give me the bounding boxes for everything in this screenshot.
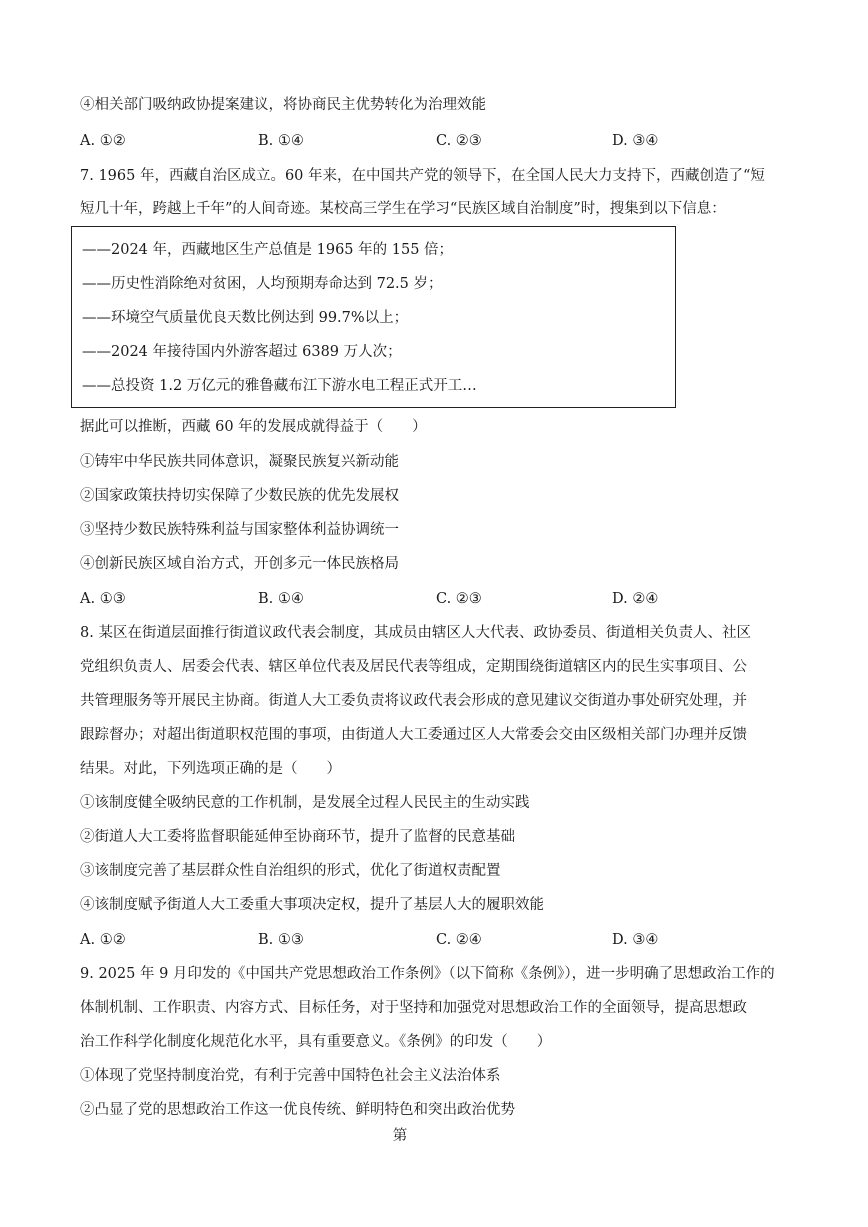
q8-options	[80, 930, 780, 950]
q8-stem-line-2: 党组织负责人、居委会代表、辖区单位代表及居民代表等组成，定期围绕街道辖区内的民生实事项目、公	[80, 659, 747, 675]
q7-box-line-5: ——总投资 1.2 万亿元的雅鲁藏布江下游水电工程正式开工…	[82, 378, 477, 394]
q9-item-2: ②凸显了党的思想政治工作这一优良传统、鲜明特色和突出政治优势	[80, 1102, 515, 1118]
q6-options	[80, 131, 780, 151]
q7-option-a: A. ①③	[80, 591, 126, 607]
q7-item-1: ①铸牢中华民族共同体意识，凝聚民族复兴新动能	[80, 454, 399, 470]
q7-option-c: C. ②③	[436, 591, 482, 607]
q7-question: 据此可以推断，西藏 60 年的发展成就得益于（ ）	[80, 419, 427, 435]
q7-item-4: ④创新民族区域自治方式，开创多元一体民族格局	[80, 556, 399, 572]
q8-stem-line-3: 共管理服务等开展民主协商。街道人大工委负责将议政代表会形成的意见建议交街道办事处研究处理，并	[80, 693, 747, 709]
q7-info-box	[71, 226, 676, 408]
q8-item-4: ④该制度赋予街道人大工委重大事项决定权，提升了基层人大的履职效能	[80, 897, 544, 913]
q8-option-b: B. ①③	[258, 932, 304, 948]
q8-item-1: ①该制度健全吸纳民意的工作机制，是发展全过程人民民主的生动实践	[80, 795, 530, 811]
q8-option-d: D. ③④	[612, 932, 659, 948]
q6-option-b: B. ①④	[258, 133, 304, 149]
q6-item-4: ④相关部门吸纳政协提案建议，将协商民主优势转化为治理效能	[80, 97, 486, 113]
q8-option-c: C. ②④	[436, 932, 482, 948]
q7-box-line-4: ——2024 年接待国内外游客超过 6389 万人次；	[82, 344, 402, 360]
q7-stem-line-1: 7. 1965 年，西藏自治区成立。60 年来，在中国共产党的领导下，在全国人民大力支持下，西藏创造了“短	[80, 168, 765, 184]
q6-option-d: D. ③④	[612, 133, 659, 149]
q8-item-3: ③该制度完善了基层群众性自治组织的形式，优化了街道权责配置	[80, 863, 501, 879]
q7-option-d: D. ②④	[612, 591, 659, 607]
q7-options	[80, 589, 780, 609]
q9-item-1: ①体现了党坚持制度治党，有利于完善中国特色社会主义法治体系	[80, 1068, 501, 1084]
q7-box-line-3: ——环境空气质量优良天数比例达到 99.7%以上；	[82, 310, 409, 326]
q7-box-line-1: ——2024 年，西藏地区生产总值是 1965 年的 155 倍；	[82, 242, 454, 258]
q8-item-2: ②街道人大工委将监督职能延伸至协商环节，提升了监督的民意基础	[80, 829, 515, 845]
q8-stem-line-4: 跟踪督办；对超出街道职权范围的事项，由街道人大工委通过区人大常委会交由区级相关部门办理并反馈	[80, 727, 747, 743]
page-footer: 第	[392, 1128, 408, 1144]
q9-stem-line-3: 治工作科学化制度化规范化水平，具有重要意义。《条例》的印发（ ）	[80, 1034, 552, 1050]
q7-box-line-2: ——历史性消除绝对贫困，人均预期寿命达到 72.5 岁；	[82, 276, 443, 292]
q6-option-a: A. ①②	[80, 133, 126, 149]
q7-item-2: ②国家政策扶持切实保障了少数民族的优先发展权	[80, 488, 399, 504]
q8-option-a: A. ①②	[80, 932, 126, 948]
q8-stem-line-1: 8. 某区在街道层面推行街道议政代表会制度，其成员由辖区人大代表、政协委员、街道相关负责人、社区	[80, 625, 751, 641]
q7-option-b: B. ①④	[258, 591, 304, 607]
q8-stem-line-5: 结果。对此，下列选项正确的是（ ）	[80, 761, 341, 777]
q7-stem-line-2: 短几十年，跨越上千年”的人间奇迹。某校高三学生在学习“民族区域自治制度”时，搜集到以下信息：	[80, 201, 726, 217]
q9-stem-line-2: 体制机制、工作职责、内容方式、目标任务，对于坚持和加强党对思想政治工作的全面领导，提高思想政	[80, 1000, 747, 1016]
q7-item-3: ③坚持少数民族特殊利益与国家整体利益协调统一	[80, 522, 399, 538]
q6-option-c: C. ②③	[436, 133, 482, 149]
q9-stem-line-1: 9. 2025 年 9 月印发的《中国共产党思想政治工作条例》（以下简称《条例》），进一步明确了思想政治工作的	[80, 966, 775, 982]
